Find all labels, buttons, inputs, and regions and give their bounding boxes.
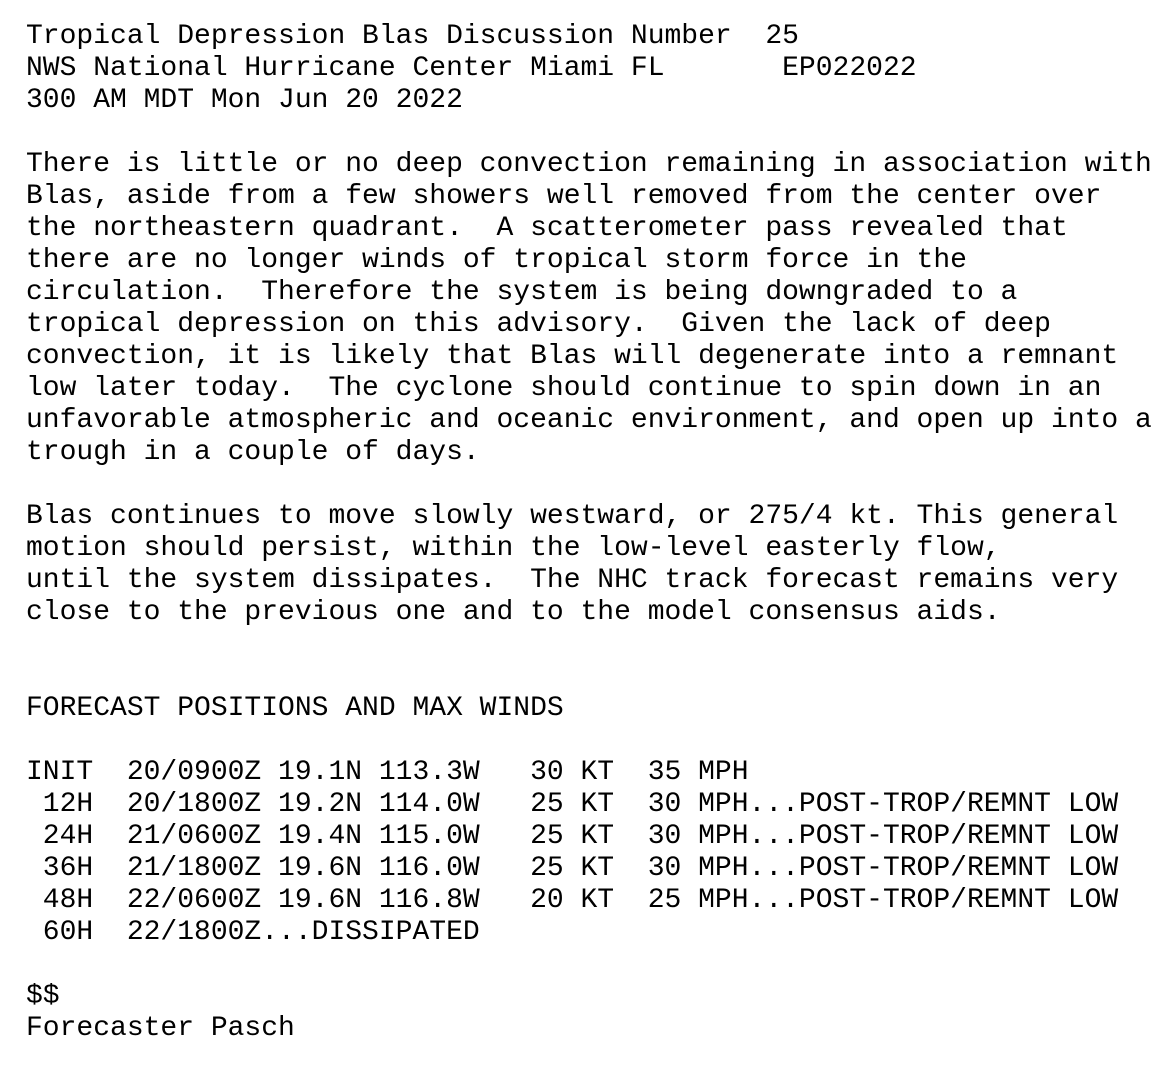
- document-title: Tropical Depression Blas Discussion Number 25: [26, 21, 799, 52]
- blank-line: [26, 629, 1152, 661]
- paragraph-2-line: Blas continues to move slowly westward, or 275/4 kt. This general: [26, 501, 1119, 532]
- paragraph-2-line: motion should persist, within the low-level easterly flow,: [26, 533, 1001, 564]
- paragraph-1-line: Blas, aside from a few showers well removed from the center over: [26, 181, 1102, 212]
- discussion-document: [26, 21, 1152, 1045]
- paragraph-1-line: trough in a couple of days.: [26, 437, 480, 468]
- paragraph-2-line: until the system dissipates. The NHC track forecast remains very: [26, 565, 1119, 596]
- blank-line: [26, 725, 1152, 757]
- paragraph-2-line: close to the previous one and to the model consensus aids.: [26, 597, 1001, 628]
- issue-time: 300 AM MDT Mon Jun 20 2022: [26, 85, 463, 116]
- blank-line: [26, 469, 1152, 501]
- paragraph-1-line: tropical depression on this advisory. Given the lack of deep: [26, 309, 1051, 340]
- blank-line: [26, 661, 1152, 693]
- forecast-row: 24H 21/0600Z 19.4N 115.0W 25 KT 30 MPH...POST-TROP/REMNT LOW: [26, 821, 1119, 852]
- forecast-row: INIT 20/0900Z 19.1N 113.3W 30 KT 35 MPH: [26, 757, 749, 788]
- paragraph-1-line: There is little or no deep convection remaining in association with: [26, 149, 1152, 180]
- paragraph-1-line: convection, it is likely that Blas will degenerate into a remnant: [26, 341, 1119, 372]
- forecast-row: 12H 20/1800Z 19.2N 114.0W 25 KT 30 MPH...POST-TROP/REMNT LOW: [26, 789, 1119, 820]
- paragraph-1-line: circulation. Therefore the system is being downgraded to a: [26, 277, 1018, 308]
- forecast-row: 36H 21/1800Z 19.6N 116.0W 25 KT 30 MPH...POST-TROP/REMNT LOW: [26, 853, 1119, 884]
- paragraph-1-line: the northeastern quadrant. A scatterometer pass revealed that: [26, 213, 1068, 244]
- end-marker: $$: [26, 981, 60, 1012]
- forecast-heading: FORECAST POSITIONS AND MAX WINDS: [26, 693, 564, 724]
- paragraph-1-line: low later today. The cyclone should continue to spin down in an: [26, 373, 1102, 404]
- forecaster-signature: Forecaster Pasch: [26, 1013, 295, 1044]
- forecast-row: 60H 22/1800Z...DISSIPATED: [26, 917, 480, 948]
- blank-line: [26, 117, 1152, 149]
- issuing-office: NWS National Hurricane Center Miami FL EP022022: [26, 53, 917, 84]
- paragraph-1-line: unfavorable atmospheric and oceanic environment, and open up into a: [26, 405, 1152, 436]
- blank-line: [26, 949, 1152, 981]
- paragraph-1-line: there are no longer winds of tropical storm force in the: [26, 245, 967, 276]
- forecast-row: 48H 22/0600Z 19.6N 116.8W 20 KT 25 MPH...POST-TROP/REMNT LOW: [26, 885, 1119, 916]
